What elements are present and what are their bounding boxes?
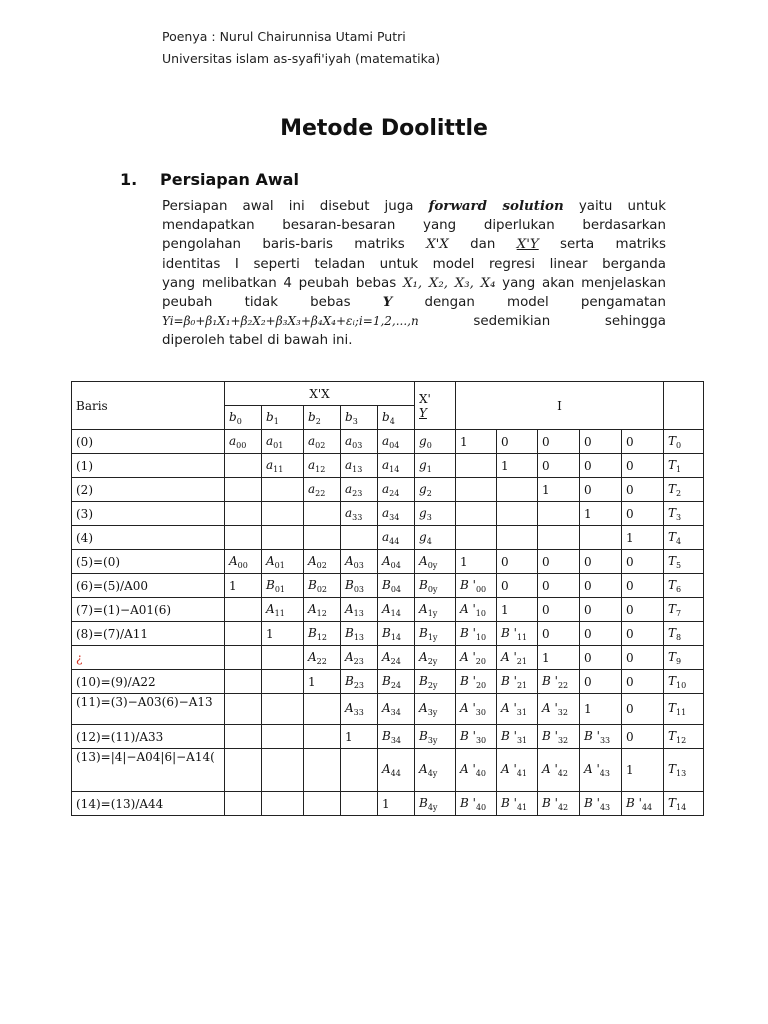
header-xy [415,382,456,430]
xx-cell: $a_{33}$ [341,502,378,526]
identity-cell: 1 [580,502,622,526]
header-b0: $b_0$ [225,406,262,430]
row-label: (7)=(1)−A01(6) [72,598,225,622]
xy-cell: $g_3$ [415,502,456,526]
identity-cell: A '$_{42}$ [538,749,580,792]
xy-cell: $g_0$ [415,430,456,454]
identity-cell: 1 [580,694,622,725]
paragraph-line: identitas I seperti teladan untuk model regresi linear berganda [162,256,666,272]
identity-cell: A '$_{21}$ [497,646,538,670]
paragraph-line: mendapatkan besaran-besaran yang diperlukan berdasarkan [162,218,666,234]
xx-cell: 1 [304,670,341,694]
xx-cell: $A_{23}$ [341,646,378,670]
identity-cell: 0 [538,574,580,598]
xx-cell: $B_{23}$ [341,670,378,694]
page-title: Metode Doolittle [280,116,488,141]
identity-cell: 0 [497,574,538,598]
t-cell: $T_2$ [664,478,704,502]
t-cell: $T_6$ [664,574,704,598]
table-row [72,622,704,646]
row-label: (8)=(7)/A11 [72,622,225,646]
xx-cell: 1 [225,574,262,598]
table-row [72,725,704,749]
paragraph-line [162,235,666,254]
xx-cell: $a_{13}$ [341,454,378,478]
xx-cell: $a_{03}$ [341,430,378,454]
text-run: sedemikian sehingga [418,314,666,330]
identity-cell [456,502,497,526]
xx-cell: $a_{34}$ [378,502,415,526]
row-label: (0) [72,430,225,454]
table-row [72,694,704,725]
identity-cell: 0 [622,598,664,622]
identity-cell: 1 [538,646,580,670]
identity-cell: A '$_{30}$ [456,694,497,725]
xx-cell: $A_{03}$ [341,550,378,574]
xy-cell: $A_{2y}$ [415,646,456,670]
row-label: (12)=(11)/A33 [72,725,225,749]
xx-cell: $A_{24}$ [378,646,415,670]
document-header [162,26,440,70]
xy-cell: $B_{1y}$ [415,622,456,646]
section-heading [120,170,299,189]
xy-cell: $B_{4y}$ [415,792,456,816]
xy-cell: $g_4$ [415,526,456,550]
row-label: (3) [72,502,225,526]
identity-cell: A '$_{32}$ [538,694,580,725]
t-cell: $T_{14}$ [664,792,704,816]
table-row [72,670,704,694]
t-cell: $T_8$ [664,622,704,646]
xx-cell: $B_{02}$ [304,574,341,598]
xx-cell [225,622,262,646]
identity-cell [456,478,497,502]
row-label: (2) [72,478,225,502]
xx-cell: 1 [262,622,304,646]
identity-cell [538,526,580,550]
xx-cell: $B_{24}$ [378,670,415,694]
row-label: (6)=(5)/A00 [72,574,225,598]
xx-cell: $B_{03}$ [341,574,378,598]
xx-cell: $A_{34}$ [378,694,415,725]
identity-cell [497,502,538,526]
xx-cell: 1 [341,725,378,749]
header-xx: X'X [225,382,415,406]
identity-cell [497,478,538,502]
xy-cell: $B_{2y}$ [415,670,456,694]
identity-cell: 0 [580,478,622,502]
xx-cell: $A_{11}$ [262,598,304,622]
xx-cell: $A_{00}$ [225,550,262,574]
xx-cell [262,646,304,670]
identity-cell [456,526,497,550]
xx-cell [225,454,262,478]
row-label: (5)=(0) [72,550,225,574]
identity-cell: 1 [456,430,497,454]
xy-cell: $A_{4y}$ [415,749,456,792]
identity-cell: B '$_{30}$ [456,725,497,749]
xx-cell [225,694,262,725]
xx-cell: $A_{14}$ [378,598,415,622]
row-label: (13)=|4|−A04|6|−A14( [72,749,225,792]
table-row [72,598,704,622]
identity-cell: 0 [622,430,664,454]
xx-cell: $A_{04}$ [378,550,415,574]
math-variables: X₁, X₂, X₃, X₄ [402,275,496,291]
xx-cell [225,725,262,749]
xx-cell: $a_{04}$ [378,430,415,454]
identity-cell: 0 [622,454,664,478]
header-identity: I [456,382,664,430]
header-b2: $b_2$ [304,406,341,430]
identity-cell: 1 [497,454,538,478]
xy-cell: $B_{3y}$ [415,725,456,749]
xx-cell [225,749,262,792]
text-run: serta matriks [538,237,666,253]
t-cell: $T_{13}$ [664,749,704,792]
xx-cell [304,792,341,816]
identity-cell: 0 [580,670,622,694]
identity-cell: B '$_{40}$ [456,792,497,816]
table-row [72,646,704,670]
xx-cell: $a_{02}$ [304,430,341,454]
table-row [72,550,704,574]
identity-cell [456,454,497,478]
xx-cell [225,526,262,550]
paragraph-line [162,197,666,216]
t-cell: $T_3$ [664,502,704,526]
identity-cell [497,526,538,550]
t-cell: $T_4$ [664,526,704,550]
header-b3: $b_3$ [341,406,378,430]
paragraph-line [162,274,666,293]
xx-cell [262,478,304,502]
identity-cell: 0 [497,430,538,454]
table-row [72,526,704,550]
identity-cell: A '$_{41}$ [497,749,538,792]
header-xy-bottom: Y [419,405,427,420]
xx-cell: 1 [378,792,415,816]
identity-cell: 0 [580,454,622,478]
xy-cell: $g_1$ [415,454,456,478]
xx-cell: $B_{34}$ [378,725,415,749]
author-line: Poenya : Nurul Chairunnisa Utami Putri [162,29,406,44]
identity-cell: B '$_{33}$ [580,725,622,749]
text-run: yang melibatkan 4 peubah bebas [162,275,403,291]
doolittle-table [71,381,704,816]
section-title: Persiapan Awal [160,170,299,189]
xx-cell: $a_{44}$ [378,526,415,550]
identity-cell [580,526,622,550]
xx-cell [304,725,341,749]
xx-cell [304,526,341,550]
table-header-row [72,382,704,406]
xy-cell: $A_{1y}$ [415,598,456,622]
xx-cell: $B_{13}$ [341,622,378,646]
xx-cell [225,792,262,816]
identity-cell: 0 [622,550,664,574]
text-run: Persiapan awal ini disebut juga [162,199,429,214]
xx-cell [341,526,378,550]
identity-cell: 0 [497,550,538,574]
row-label: (14)=(13)/A44 [72,792,225,816]
table-row [72,502,704,526]
identity-cell: 0 [622,725,664,749]
identity-cell: 0 [580,574,622,598]
t-cell: $T_7$ [664,598,704,622]
math-xy: X'Y [516,237,539,253]
xx-cell: $A_{33}$ [341,694,378,725]
t-cell: $T_9$ [664,646,704,670]
identity-cell: 0 [538,550,580,574]
xx-cell: $A_{02}$ [304,550,341,574]
identity-cell: 1 [622,526,664,550]
identity-cell: 0 [622,478,664,502]
xx-cell: $A_{44}$ [378,749,415,792]
t-cell: $T_{10}$ [664,670,704,694]
identity-cell: B '$_{10}$ [456,622,497,646]
section-number: 1. [120,170,138,189]
xx-cell [262,670,304,694]
xy-cell: $A_{0y}$ [415,550,456,574]
xx-cell [262,749,304,792]
xx-cell: $B_{04}$ [378,574,415,598]
header-b1: $b_1$ [262,406,304,430]
identity-cell: B '$_{42}$ [538,792,580,816]
row-label: (10)=(9)/A22 [72,670,225,694]
emphasis-forward-solution: forward solution [428,198,564,214]
row-label: (1) [72,454,225,478]
text-run: dengan model pengamatan [392,295,666,311]
identity-cell: 0 [538,622,580,646]
xx-cell: $B_{01}$ [262,574,304,598]
xx-cell: $a_{00}$ [225,430,262,454]
text-run: dan [448,237,517,253]
university-line: Universitas islam as-syafi'iyah (matematika) [162,51,441,66]
paragraph-line [162,312,666,331]
identity-cell: B '$_{44}$ [622,792,664,816]
xx-cell: $B_{14}$ [378,622,415,646]
row-label: (11)=(3)−A03(6)−A13 [72,694,225,725]
identity-cell: 1 [456,550,497,574]
identity-cell: B '$_{31}$ [497,725,538,749]
identity-cell: 0 [580,550,622,574]
identity-cell: 0 [580,646,622,670]
identity-cell: 0 [580,430,622,454]
header-t [664,382,704,430]
xx-cell [225,670,262,694]
identity-cell: 0 [622,646,664,670]
xx-cell [225,502,262,526]
table-row [72,430,704,454]
xx-cell: $a_{22}$ [304,478,341,502]
identity-cell: 0 [622,670,664,694]
text-run: peubah tidak bebas [162,295,383,311]
table-row [72,478,704,502]
table-row [72,454,704,478]
table-row [72,574,704,598]
table-row [72,749,704,792]
xx-cell [304,502,341,526]
text-run: yang akan menjelaskan [495,275,666,291]
paragraph-line [162,293,666,312]
t-cell: $T_1$ [664,454,704,478]
identity-cell: 1 [622,749,664,792]
identity-cell: 1 [538,478,580,502]
identity-cell: 0 [538,598,580,622]
xy-cell: $g_2$ [415,478,456,502]
xx-cell [341,792,378,816]
xx-cell [225,598,262,622]
identity-cell: A '$_{10}$ [456,598,497,622]
t-cell: $T_0$ [664,430,704,454]
header-b4: $b_4$ [378,406,415,430]
identity-cell: B '$_{21}$ [497,670,538,694]
xx-cell: $a_{01}$ [262,430,304,454]
xx-cell: $a_{23}$ [341,478,378,502]
xx-cell [262,725,304,749]
xx-cell [262,502,304,526]
xx-cell [225,478,262,502]
xx-cell [225,646,262,670]
t-cell: $T_5$ [664,550,704,574]
identity-cell: B '$_{00}$ [456,574,497,598]
identity-cell: 0 [622,622,664,646]
identity-cell: 0 [580,598,622,622]
identity-cell: B '$_{22}$ [538,670,580,694]
identity-cell: A '$_{43}$ [580,749,622,792]
text-run: yaitu untuk [563,199,666,214]
t-cell: $T_{12}$ [664,725,704,749]
xx-cell: $a_{24}$ [378,478,415,502]
intro-paragraph [162,197,666,351]
identity-cell: B '$_{43}$ [580,792,622,816]
identity-cell: 1 [497,598,538,622]
xx-cell [262,526,304,550]
identity-cell [538,502,580,526]
xx-cell: $a_{12}$ [304,454,341,478]
row-label: (4) [72,526,225,550]
text-run: pengolahan baris-baris matriks [162,237,427,253]
xy-cell: $A_{3y}$ [415,694,456,725]
xx-cell: $a_{11}$ [262,454,304,478]
identity-cell: A '$_{40}$ [456,749,497,792]
xx-cell [304,694,341,725]
math-xx: X'X [426,237,449,253]
xx-cell [341,749,378,792]
table-row [72,792,704,816]
header-baris: Baris [72,382,225,430]
xy-cell: $B_{0y}$ [415,574,456,598]
identity-cell: 0 [538,430,580,454]
identity-cell: B '$_{20}$ [456,670,497,694]
identity-cell: 0 [538,454,580,478]
row-label: ¿ [72,646,225,670]
identity-cell: 0 [580,622,622,646]
identity-cell: 0 [622,502,664,526]
math-model-equation: Yi=β₀+β₁X₁+β₂X₂+β₃X₃+β₄X₄+εᵢ;i=1,2,...,n [162,314,419,329]
identity-cell: 0 [622,694,664,725]
xx-cell [262,792,304,816]
xx-cell [304,749,341,792]
identity-cell: B '$_{41}$ [497,792,538,816]
identity-cell: A '$_{20}$ [456,646,497,670]
xx-cell: $A_{12}$ [304,598,341,622]
xx-cell: $A_{13}$ [341,598,378,622]
math-y: Y [382,294,393,311]
xx-cell: $A_{22}$ [304,646,341,670]
identity-cell: A '$_{31}$ [497,694,538,725]
identity-cell: B '$_{32}$ [538,725,580,749]
xx-cell: $B_{12}$ [304,622,341,646]
paragraph-line: diperoleh tabel di bawah ini. [162,333,353,349]
xx-cell: $a_{14}$ [378,454,415,478]
xx-cell [262,694,304,725]
t-cell: $T_{11}$ [664,694,704,725]
xx-cell: $A_{01}$ [262,550,304,574]
identity-cell: 0 [622,574,664,598]
identity-cell: B '$_{11}$ [497,622,538,646]
header-xy-top: X' [419,391,431,406]
